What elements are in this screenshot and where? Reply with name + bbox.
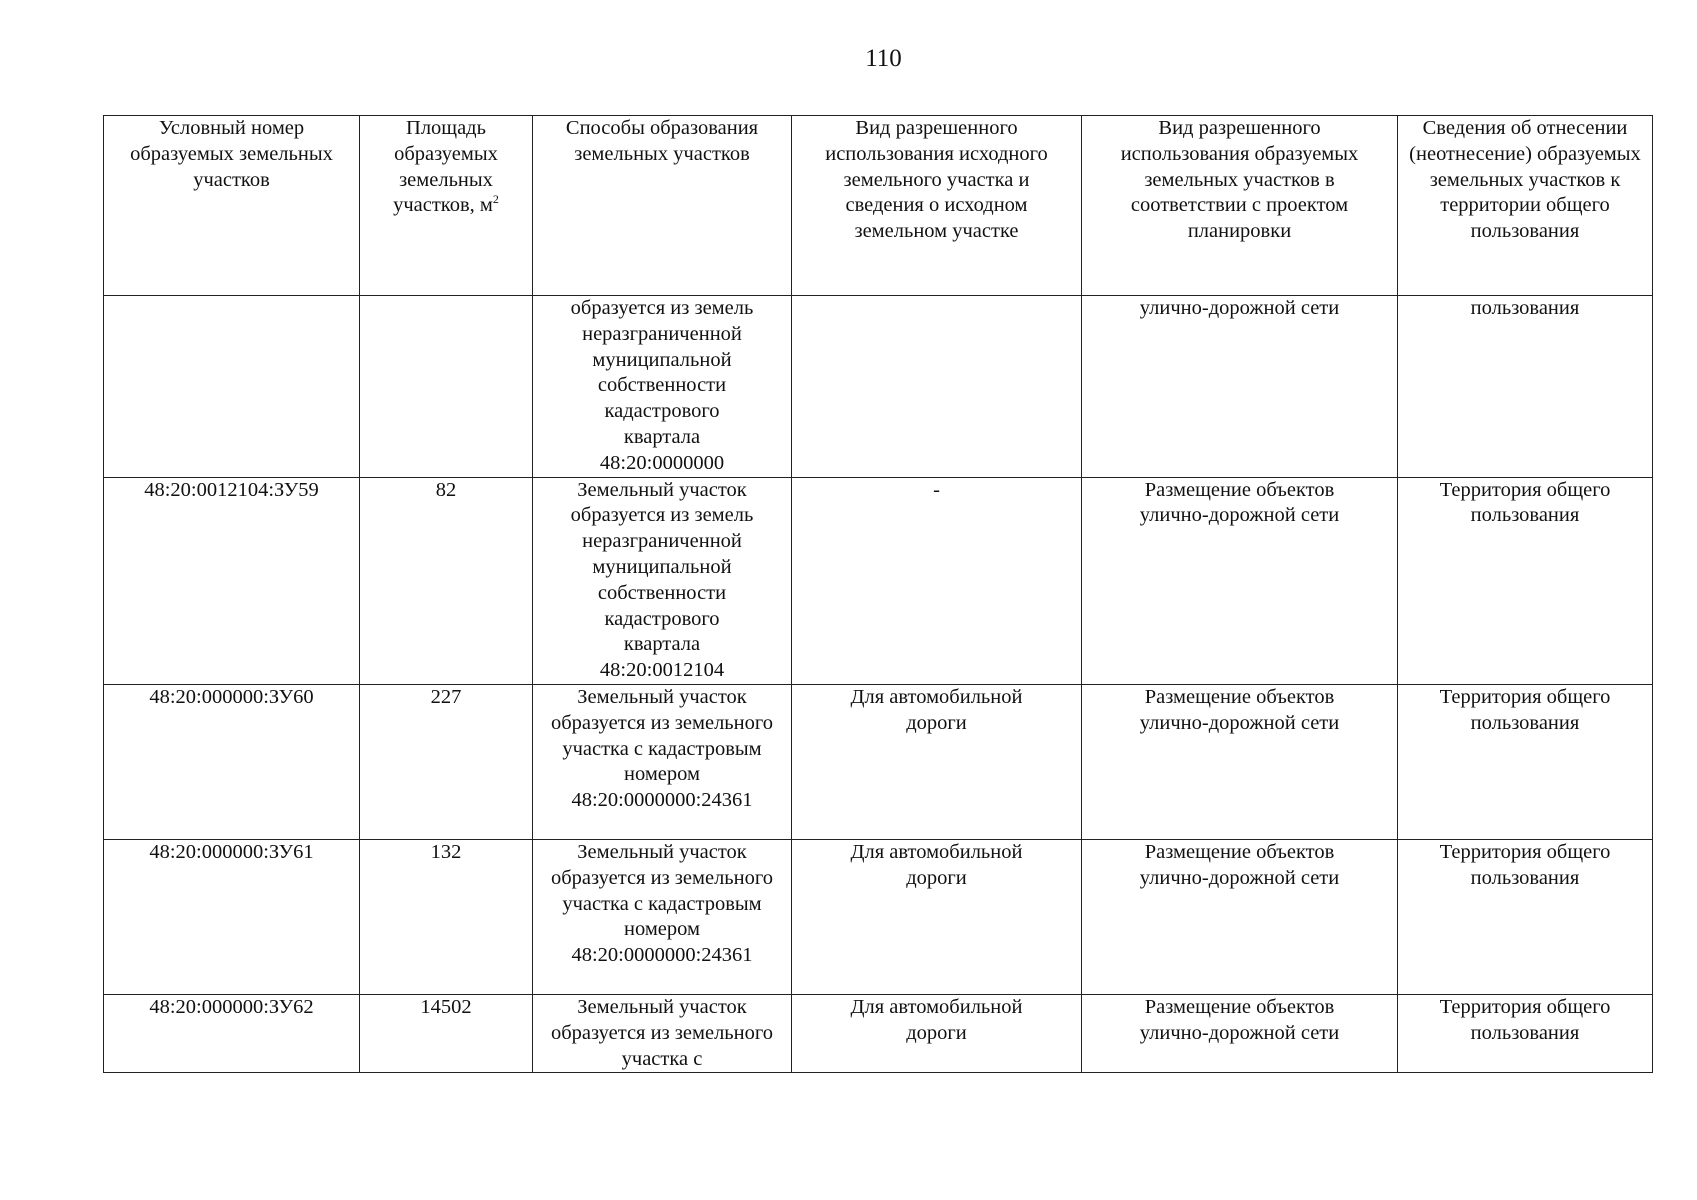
cell-plot-area [360, 296, 533, 478]
table-row [104, 684, 1653, 839]
header-plot-area-text: Площадь образуемых земельных участков, м [393, 117, 498, 217]
cell-public-territory: Территория общего пользования [1398, 994, 1653, 1072]
cell-public-territory: Территория общего пользования [1398, 477, 1653, 684]
cell-plot-number: 48:20:000000:ЗУ60 [104, 684, 360, 839]
cell-plot-area: 227 [360, 684, 533, 839]
table-row-continuation [104, 296, 1653, 478]
cell-source-use: Для автомобильной дороги [792, 839, 1082, 994]
cell-plot-number: 48:20:0012104:ЗУ59 [104, 477, 360, 684]
cell-source-use [792, 296, 1082, 478]
cell-plot-area: 132 [360, 839, 533, 994]
page-number: 110 [865, 45, 902, 72]
cell-public-territory: Территория общего пользования [1398, 684, 1653, 839]
table-row [104, 477, 1653, 684]
header-public-territory: Сведения об отнесении (неотнесение) образуемых земельных участков к территории общего пользования [1398, 116, 1653, 296]
header-plot-number: Условный номер образуемых земельных участков [104, 116, 360, 296]
header-plot-area-unit-exponent: 2 [492, 192, 499, 207]
table-header-row [104, 116, 1653, 296]
cell-formation-method: Земельный участок образуется из земель неразграниченной муниципальной собственности кадастрового квартала 48:20:0012104 [533, 477, 792, 684]
header-source-use: Вид разрешенного использования исходного земельного участка и сведения о исходном земельном участке [792, 116, 1082, 296]
cell-public-territory: пользования [1398, 296, 1653, 478]
cell-planned-use: Размещение объектов улично-дорожной сети [1082, 994, 1398, 1072]
cell-plot-area: 14502 [360, 994, 533, 1072]
table-row [104, 994, 1653, 1072]
cell-formation-method: образуется из земель неразграниченной муниципальной собственности кадастрового квартала 48:20:0000000 [533, 296, 792, 478]
cell-source-use: - [792, 477, 1082, 684]
cell-plot-number: 48:20:000000:ЗУ62 [104, 994, 360, 1072]
cell-plot-number [104, 296, 360, 478]
cell-planned-use: Размещение объектов улично-дорожной сети [1082, 684, 1398, 839]
cell-planned-use: улично-дорожной сети [1082, 296, 1398, 478]
cell-source-use: Для автомобильной дороги [792, 684, 1082, 839]
header-formation-method: Способы образования земельных участков [533, 116, 792, 296]
land-plots-table [103, 115, 1653, 1073]
cell-plot-number: 48:20:000000:ЗУ61 [104, 839, 360, 994]
cell-formation-method: Земельный участок образуется из земельного участка с кадастровым номером 48:20:0000000:24361 [533, 684, 792, 839]
cell-planned-use: Размещение объектов улично-дорожной сети [1082, 839, 1398, 994]
cell-planned-use: Размещение объектов улично-дорожной сети [1082, 477, 1398, 684]
cell-public-territory: Территория общего пользования [1398, 839, 1653, 994]
cell-plot-area: 82 [360, 477, 533, 684]
cell-source-use: Для автомобильной дороги [792, 994, 1082, 1072]
table-row [104, 839, 1653, 994]
header-planned-use: Вид разрешенного использования образуемых земельных участков в соответствии с проектом планировки [1082, 116, 1398, 296]
header-plot-area [360, 116, 533, 296]
cell-formation-method: Земельный участок образуется из земельного участка с кадастровым номером 48:20:0000000:24361 [533, 839, 792, 994]
cell-formation-method: Земельный участок образуется из земельного участка с [533, 994, 792, 1072]
